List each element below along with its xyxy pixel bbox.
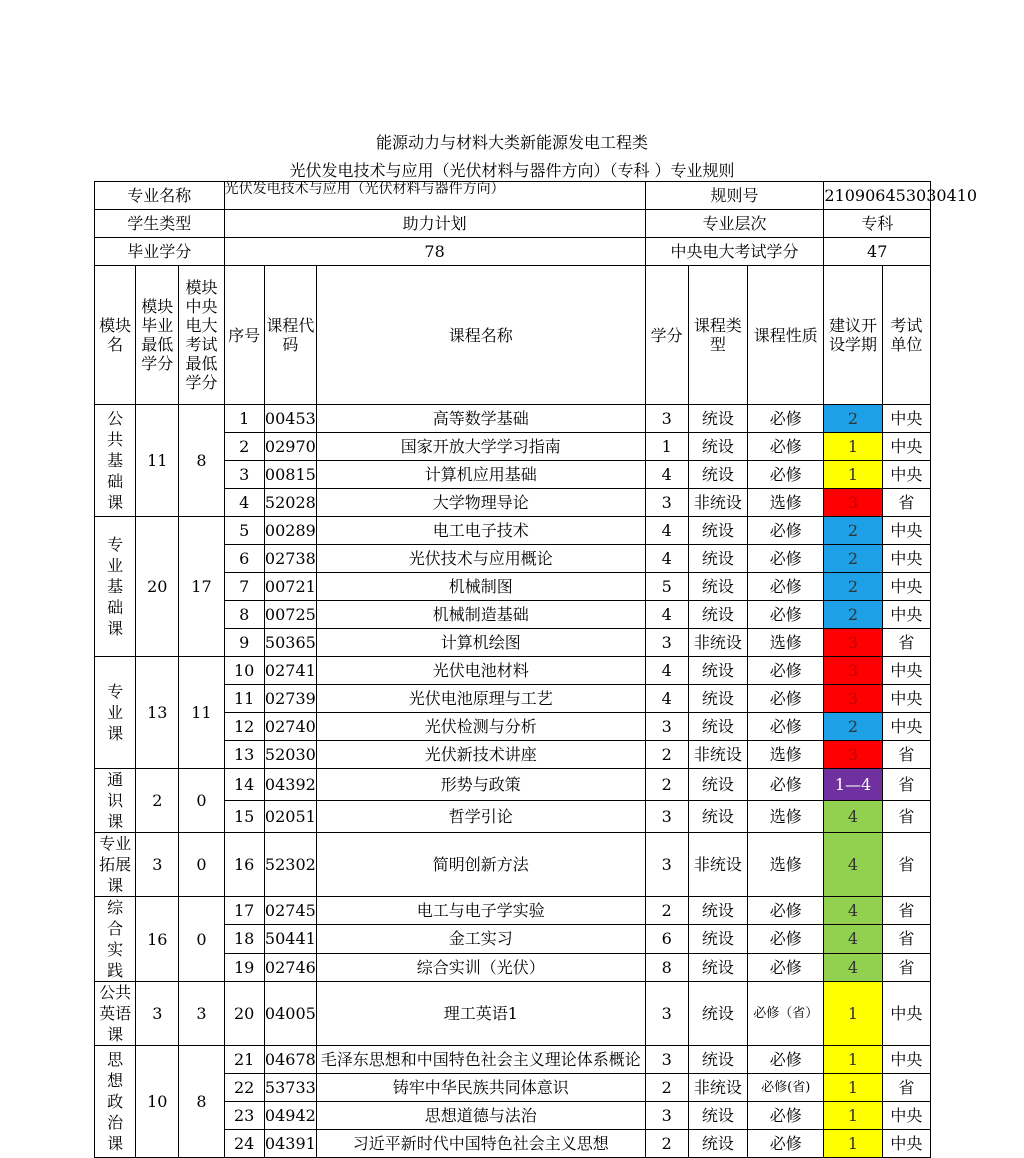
exam-credit-value: 47 [824,238,931,266]
cell-credit: 4 [645,461,688,489]
document-title: 能源动力与材料大类新能源发电工程类 [375,133,648,152]
grad-credit-label: 毕业学分 [95,238,225,266]
module-name: 思想政治课 [95,1046,136,1158]
cell-code: 00289 [264,517,316,545]
cell-credit: 3 [645,801,688,833]
cell-term: 1 [824,1130,882,1158]
cell-unit: 中央 [882,713,930,741]
cell-name: 金工实习 [317,925,646,953]
module-exam-min-credit: 0 [179,897,224,982]
module-min-credit: 3 [136,833,179,897]
cell-credit: 3 [645,1102,688,1130]
cell-unit: 省 [882,833,930,897]
course-rule-table [94,181,978,1158]
cell-credit: 3 [645,982,688,1046]
cell-seq: 13 [224,741,264,769]
cell-name: 哲学引论 [317,801,646,833]
cell-name: 国家开放大学学习指南 [317,433,646,461]
cell-seq: 14 [224,769,264,801]
cell-term: 3 [824,685,882,713]
cell-credit: 3 [645,1046,688,1074]
cell-credit: 4 [645,685,688,713]
table-row [95,657,931,685]
cell-nature: 必修 [748,433,824,461]
cell-unit: 中央 [882,1046,930,1074]
cell-seq: 2 [224,433,264,461]
cell-type: 统设 [688,405,747,433]
cell-credit: 2 [645,1130,688,1158]
cell-credit: 4 [645,601,688,629]
cell-code: 00721 [264,573,316,601]
cell-code: 04942 [264,1102,316,1130]
cell-unit: 中央 [882,1130,930,1158]
cell-type: 统设 [688,685,747,713]
cell-unit: 中央 [882,517,930,545]
cell-name: 机械制图 [317,573,646,601]
cell-credit: 3 [645,833,688,897]
module-name: 专业基础课 [95,517,136,657]
cell-type: 统设 [688,897,747,925]
header-code: 课程代码 [264,266,316,405]
cell-nature: 必修 [748,1130,824,1158]
cell-seq: 21 [224,1046,264,1074]
cell-type: 非统设 [688,1074,747,1102]
cell-seq: 20 [224,982,264,1046]
module-min-credit: 2 [136,769,179,833]
module-name: 专业拓展课 [95,833,136,897]
cell-nature: 必修 [748,573,824,601]
cell-credit: 2 [645,769,688,801]
cell-code: 52030 [264,741,316,769]
cell-term: 4 [824,833,882,897]
cell-code: 52302 [264,833,316,897]
cell-type: 非统设 [688,741,747,769]
cell-nature: 选修 [748,489,824,517]
cell-term: 2 [824,545,882,573]
cell-term: 4 [824,897,882,925]
cell-seq: 24 [224,1130,264,1158]
cell-name: 电工与电子学实验 [317,897,646,925]
cell-code: 53733 [264,1074,316,1102]
cell-name: 大学物理导论 [317,489,646,517]
cell-term: 1 [824,1046,882,1074]
cell-term: 2 [824,405,882,433]
cell-name: 思想道德与法治 [317,1102,646,1130]
cell-type: 非统设 [688,489,747,517]
header-name: 课程名称 [317,266,646,405]
cell-nature: 必修 [748,1046,824,1074]
module-min-credit: 16 [136,897,179,982]
cell-code: 04392 [264,769,316,801]
cell-term: 1 [824,1102,882,1130]
cell-code: 02970 [264,433,316,461]
cell-nature: 必修 [748,897,824,925]
cell-code: 04005 [264,982,316,1046]
cell-nature: 必修 [748,769,824,801]
cell-unit: 中央 [882,545,930,573]
cell-code: 04678 [264,1046,316,1074]
cell-credit: 3 [645,405,688,433]
cell-term: 3 [824,489,882,517]
cell-unit: 省 [882,489,930,517]
cell-unit: 省 [882,925,930,953]
header-nature: 课程性质 [748,266,824,405]
module-name: 公共英语课 [95,982,136,1046]
cell-type: 统设 [688,601,747,629]
cell-nature: 选修 [748,629,824,657]
rule-no-label: 规则号 [645,182,824,210]
cell-type: 统设 [688,1130,747,1158]
cell-nature: 必修 [748,1102,824,1130]
cell-credit: 5 [645,573,688,601]
cell-seq: 19 [224,953,264,981]
cell-nature: 必修 [748,713,824,741]
cell-term: 2 [824,601,882,629]
cell-term: 2 [824,573,882,601]
cell-type: 统设 [688,573,747,601]
cell-type: 统设 [688,953,747,981]
module-exam-min-credit: 0 [179,769,224,833]
cell-unit: 中央 [882,601,930,629]
cell-name: 光伏技术与应用概论 [317,545,646,573]
cell-credit: 3 [645,489,688,517]
cell-credit: 3 [645,629,688,657]
module-exam-min-credit: 3 [179,982,224,1046]
grad-credit-value: 78 [224,238,645,266]
cell-type: 统设 [688,433,747,461]
cell-type: 非统设 [688,629,747,657]
cell-name: 习近平新时代中国特色社会主义思想 [317,1130,646,1158]
cell-seq: 8 [224,601,264,629]
header-module-exam-min: 模块中央电大考试最低学分 [179,266,224,405]
cell-type: 统设 [688,1102,747,1130]
module-min-credit: 11 [136,405,179,517]
cell-credit: 3 [645,713,688,741]
header-type: 课程类型 [688,266,747,405]
cell-name: 光伏新技术讲座 [317,741,646,769]
header-module-min: 模块毕业最低学分 [136,266,179,405]
cell-type: 统设 [688,982,747,1046]
student-type-value: 助力计划 [224,210,645,238]
cell-term: 4 [824,953,882,981]
cell-unit: 省 [882,629,930,657]
cell-unit: 省 [882,897,930,925]
table-row [95,517,931,545]
module-exam-min-credit: 17 [179,517,224,657]
cell-name: 光伏电池原理与工艺 [317,685,646,713]
header-credit: 学分 [645,266,688,405]
rule-no-value: 210906453030410 [824,182,931,210]
cell-code: 02739 [264,685,316,713]
cell-seq: 5 [224,517,264,545]
cell-name: 毛泽东思想和中国特色社会主义理论体系概论 [317,1046,646,1074]
cell-credit: 8 [645,953,688,981]
cell-seq: 18 [224,925,264,953]
cell-seq: 15 [224,801,264,833]
cell-nature: 必修（省） [748,982,824,1046]
cell-name: 光伏检测与分析 [317,713,646,741]
module-exam-min-credit: 8 [179,1046,224,1158]
module-name: 综合实践 [95,897,136,982]
cell-nature: 必修 [748,685,824,713]
header-module: 模块名 [95,266,136,405]
cell-nature: 必修(省) [748,1074,824,1102]
cell-code: 00725 [264,601,316,629]
cell-term: 2 [824,517,882,545]
cell-term: 3 [824,741,882,769]
cell-type: 统设 [688,1046,747,1074]
cell-credit: 2 [645,741,688,769]
cell-name: 计算机绘图 [317,629,646,657]
table-row [95,405,931,433]
cell-term: 3 [824,657,882,685]
cell-unit: 省 [882,1074,930,1102]
cell-unit: 省 [882,741,930,769]
cell-code: 02738 [264,545,316,573]
header-term: 建议开设学期 [824,266,882,405]
cell-type: 统设 [688,517,747,545]
cell-type: 统设 [688,925,747,953]
cell-nature: 必修 [748,953,824,981]
cell-name: 理工英语1 [317,982,646,1046]
cell-code: 50441 [264,925,316,953]
cell-name: 铸牢中华民族共同体意识 [317,1074,646,1102]
cell-credit: 4 [645,517,688,545]
student-type-label: 学生类型 [95,210,225,238]
module-min-credit: 20 [136,517,179,657]
cell-seq: 10 [224,657,264,685]
cell-nature: 必修 [748,517,824,545]
exam-credit-label: 中央电大考试学分 [645,238,824,266]
table-row [95,982,931,1046]
cell-term: 1 [824,982,882,1046]
cell-seq: 4 [224,489,264,517]
module-exam-min-credit: 0 [179,833,224,897]
cell-credit: 4 [645,657,688,685]
cell-term: 4 [824,925,882,953]
cell-code: 02741 [264,657,316,685]
cell-nature: 必修 [748,545,824,573]
cell-type: 统设 [688,545,747,573]
cell-seq: 6 [224,545,264,573]
info-row-credits [95,238,931,266]
cell-seq: 12 [224,713,264,741]
cell-seq: 17 [224,897,264,925]
cell-unit: 中央 [882,685,930,713]
cell-nature: 必修 [748,925,824,953]
cell-code: 00815 [264,461,316,489]
cell-term: 1 [824,1074,882,1102]
cell-name: 形势与政策 [317,769,646,801]
cell-credit: 4 [645,545,688,573]
cell-seq: 3 [224,461,264,489]
cell-code: 50365 [264,629,316,657]
cell-code: 02740 [264,713,316,741]
header-seq: 序号 [224,266,264,405]
info-row-major [95,182,931,210]
cell-type: 统设 [688,461,747,489]
cell-unit: 中央 [882,461,930,489]
level-value: 专科 [824,210,931,238]
cell-type: 非统设 [688,833,747,897]
cell-term: 3 [824,629,882,657]
cell-code: 04391 [264,1130,316,1158]
cell-seq: 23 [224,1102,264,1130]
cell-seq: 16 [224,833,264,897]
column-header-row [95,266,931,405]
cell-credit: 6 [645,925,688,953]
cell-term: 1 [824,433,882,461]
cell-name: 简明创新方法 [317,833,646,897]
major-value: 光伏发电技术与应用（光伏材料与器件方向） [224,182,645,210]
cell-seq: 11 [224,685,264,713]
cell-code: 52028 [264,489,316,517]
table-row [95,897,931,925]
course-rows [95,405,931,1158]
cell-seq: 22 [224,1074,264,1102]
cell-seq: 1 [224,405,264,433]
cell-nature: 必修 [748,461,824,489]
module-min-credit: 3 [136,982,179,1046]
cell-code: 02746 [264,953,316,981]
cell-unit: 中央 [882,405,930,433]
cell-term: 1 [824,461,882,489]
module-name: 专业课 [95,657,136,769]
level-label: 专业层次 [645,210,824,238]
cell-name: 高等数学基础 [317,405,646,433]
cell-type: 统设 [688,769,747,801]
module-min-credit: 13 [136,657,179,769]
cell-nature: 必修 [748,405,824,433]
cell-name: 计算机应用基础 [317,461,646,489]
cell-unit: 中央 [882,657,930,685]
cell-term: 1—4 [824,769,882,801]
module-min-credit: 10 [136,1046,179,1158]
cell-type: 统设 [688,657,747,685]
cell-type: 统设 [688,713,747,741]
module-exam-min-credit: 11 [179,657,224,769]
cell-nature: 必修 [748,601,824,629]
cell-unit: 中央 [882,433,930,461]
cell-nature: 选修 [748,833,824,897]
cell-name: 综合实训（光伏） [317,953,646,981]
table-row [95,1046,931,1074]
info-row-student-type [95,210,931,238]
cell-code: 02051 [264,801,316,833]
module-name: 通识课 [95,769,136,833]
cell-name: 机械制造基础 [317,601,646,629]
cell-seq: 9 [224,629,264,657]
cell-unit: 中央 [882,573,930,601]
module-exam-min-credit: 8 [179,405,224,517]
cell-code: 02745 [264,897,316,925]
cell-credit: 2 [645,1074,688,1102]
cell-credit: 1 [645,433,688,461]
table-row [95,769,931,801]
cell-nature: 选修 [748,741,824,769]
table-row [95,833,931,897]
cell-unit: 省 [882,953,930,981]
major-label: 专业名称 [95,182,225,210]
cell-name: 电工电子技术 [317,517,646,545]
cell-credit: 2 [645,897,688,925]
cell-code: 00453 [264,405,316,433]
cell-unit: 省 [882,801,930,833]
cell-term: 2 [824,713,882,741]
cell-nature: 必修 [748,657,824,685]
document-subtitle: 光伏发电技术与应用（光伏材料与器件方向）（专科 ）专业规则 [289,161,735,180]
cell-name: 光伏电池材料 [317,657,646,685]
cell-seq: 7 [224,573,264,601]
cell-unit: 中央 [882,1102,930,1130]
module-name: 公共基础课 [95,405,136,517]
cell-unit: 中央 [882,982,930,1046]
cell-unit: 省 [882,769,930,801]
cell-nature: 选修 [748,801,824,833]
cell-term: 4 [824,801,882,833]
cell-type: 统设 [688,801,747,833]
header-unit: 考试单位 [882,266,930,405]
